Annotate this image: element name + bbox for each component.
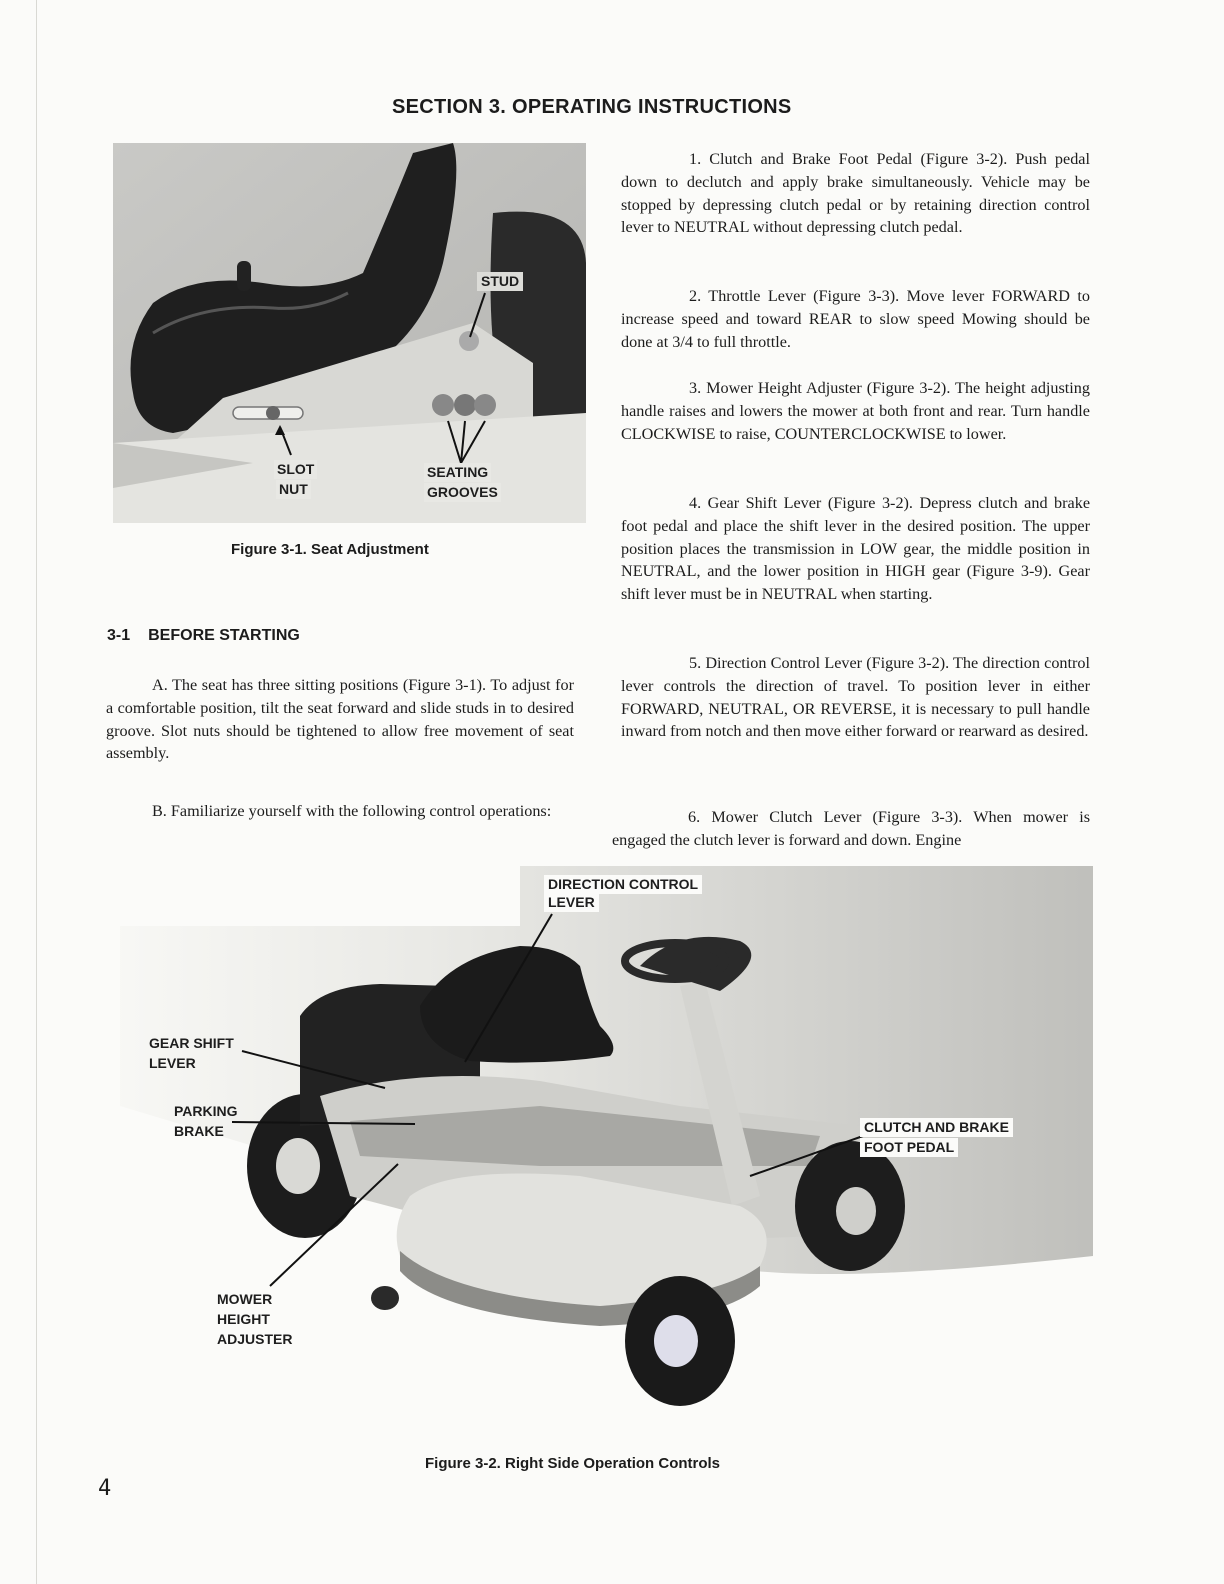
subsection-heading: [107, 627, 300, 645]
scan-margin-line: [36, 0, 37, 1584]
seat-adjustment-photo: [113, 143, 586, 523]
parking-brake-label-line2: BRAKE: [174, 1123, 224, 1139]
parking-brake-label-line1: PARKING: [174, 1103, 238, 1119]
mower-height-label-line3: ADJUSTER: [217, 1331, 293, 1347]
stud-label: STUD: [477, 272, 523, 291]
direction-control-label-line2: LEVER: [544, 893, 599, 912]
mower-height-label-line1: MOWER: [217, 1291, 273, 1307]
paragraph-b: B. Familiarize yourself with the following control operations:: [152, 802, 552, 820]
figure-3-2-caption: Figure 3-2. Right Side Operation Controls: [425, 1455, 721, 1472]
slot-label: SLOT: [274, 460, 317, 479]
section-title: SECTION 3. OPERATING INSTRUCTIONS: [392, 96, 792, 118]
page-number: 4: [98, 1476, 112, 1501]
grooves-label: GROOVES: [424, 483, 501, 502]
paragraph-a: A. The seat has three sitting positions (Figure 3-1). To adjust for a comfortable position, tilt the seat forward and slide studs in to desired groove. Slot nuts should be tightened to allow free movement of seat assembly.: [106, 676, 574, 763]
figure-3-1-caption: Figure 3-1. Seat Adjustment: [231, 541, 429, 558]
direction-control-label-line1: DIRECTION CONTROL: [544, 875, 702, 894]
paragraph-6: 6. Mower Clutch Lever (Figure 3-3). When mower is engaged the clutch lever is forward and down. Engine: [612, 808, 1090, 849]
seating-label: SEATING: [424, 463, 491, 482]
gear-shift-label-line2: LEVER: [149, 1055, 196, 1071]
paragraph-5: 5. Direction Control Lever (Figure 3-2). The direction control lever controls the direction of travel. To position lever in either FORWARD, NEUTRAL, OR REVERSE, it is necessary to pull handle inward from notch and then move either forward or rearward as desired.: [621, 654, 1090, 741]
mower-height-label-line2: HEIGHT: [217, 1311, 270, 1327]
clutch-brake-label-line1: CLUTCH AND BRAKE: [860, 1118, 1013, 1137]
paragraph-3: 3. Mower Height Adjuster (Figure 3-2). The height adjusting handle raises and lowers the mower at both front and rear. Turn handle CLOCKWISE to raise, COUNTERCLOCKWISE to lower.: [621, 379, 1090, 443]
nut-label: NUT: [276, 480, 311, 499]
clutch-brake-label-line2: FOOT PEDAL: [860, 1138, 958, 1157]
paragraph-2: 2. Throttle Lever (Figure 3-3). Move lever FORWARD to increase speed and toward REAR to slow speed Mowing should be done at 3/4 to full throttle.: [621, 287, 1090, 351]
subsection-title: BEFORE STARTING: [148, 627, 300, 644]
paragraph-4: 4. Gear Shift Lever (Figure 3-2). Depress clutch and brake foot pedal and place the shift lever in the desired position. The upper position places the transmission in LOW gear, the middle position in NEUTRAL, and the lower position in HIGH gear (Figure 3-9). Gear shift lever must be in NEUTRAL when starting.: [621, 494, 1090, 604]
paragraph-1: 1. Clutch and Brake Foot Pedal (Figure 3-2). Push pedal down to declutch and apply brake simultaneously. Vehicle may be stopped by depressing clutch pedal or by retaining direction control lever to NEUTRAL without depressing clutch pedal.: [621, 150, 1090, 237]
gear-shift-label-line1: GEAR SHIFT: [149, 1035, 234, 1051]
subsection-number: 3-1: [107, 627, 131, 644]
